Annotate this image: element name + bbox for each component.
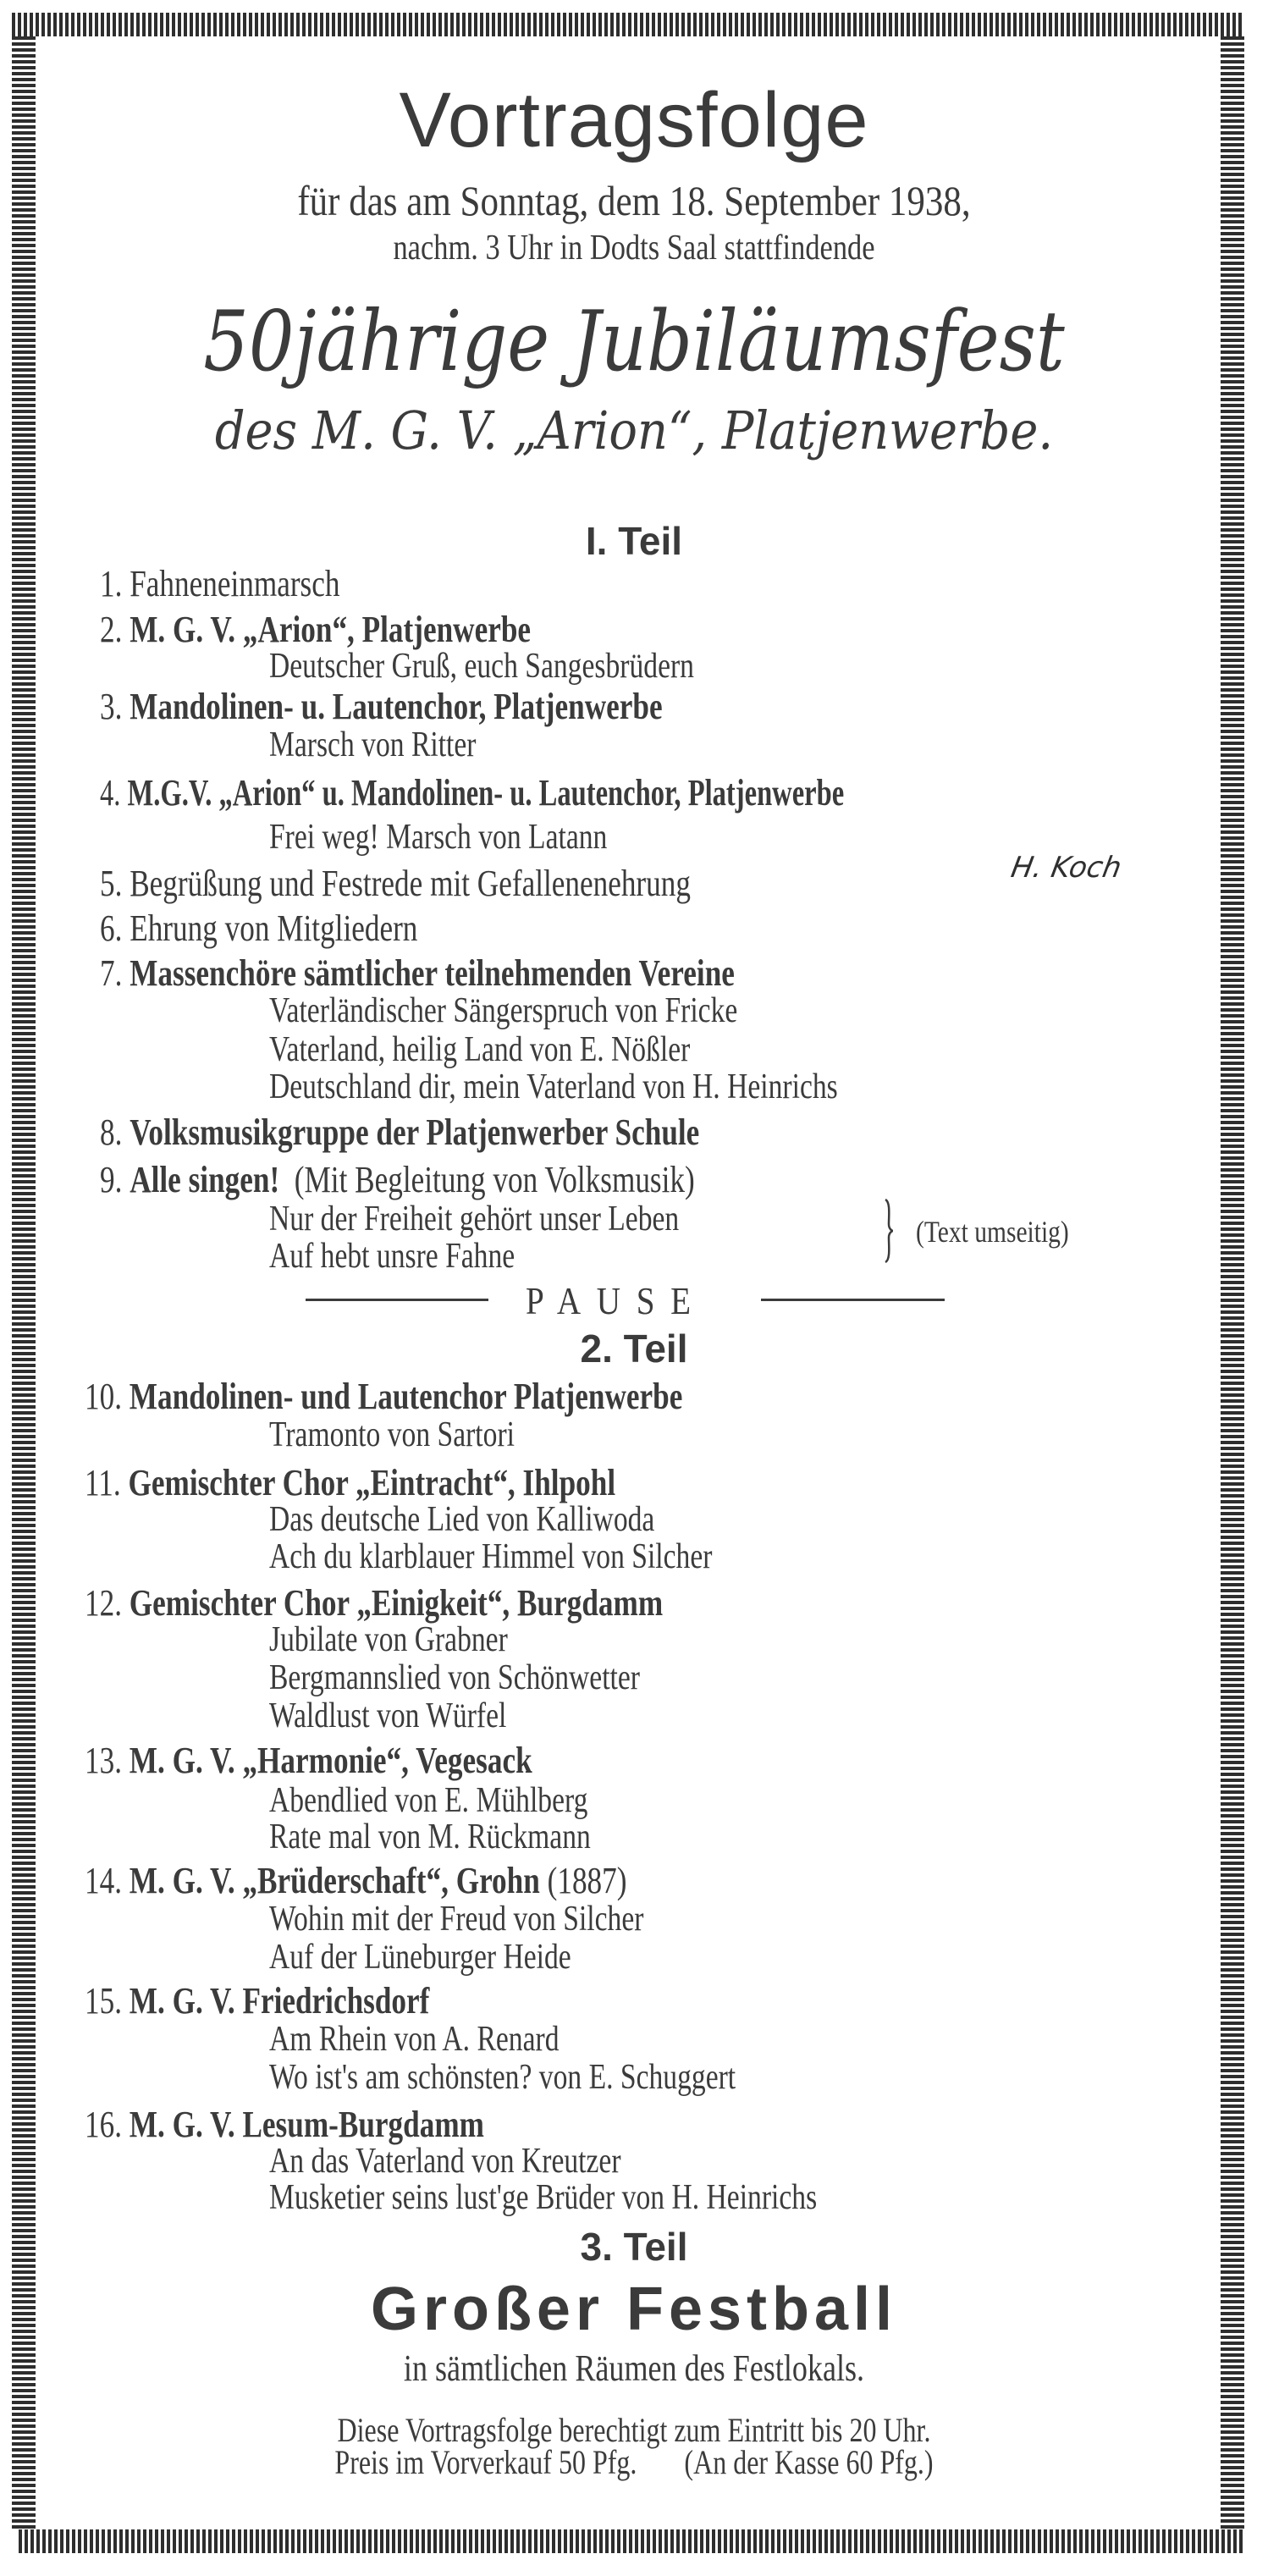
program-subitem: Abendlied von E. Mühlberg bbox=[269, 1781, 588, 1820]
program-subitem: Wohin mit der Freud von Silcher bbox=[269, 1900, 644, 1939]
item-title: Fahneneinmarsch bbox=[130, 563, 340, 604]
item-note: (Mit Begleitung von Volksmusik) bbox=[294, 1159, 695, 1200]
item-number: 13. bbox=[85, 1740, 122, 1781]
program-item bbox=[100, 688, 663, 725]
item-number: 8. bbox=[100, 1111, 123, 1153]
item-title: Alle singen! bbox=[130, 1159, 280, 1200]
program-subitem: Vaterland, heilig Land von E. Nößler bbox=[269, 1030, 691, 1069]
program-item bbox=[85, 1462, 616, 1503]
program-subitem: Auf der Lüneburger Heide bbox=[269, 1938, 571, 1977]
program-item bbox=[100, 865, 691, 902]
club-name: des M. G. V. „Arion“, Platjenwerbe. bbox=[214, 400, 1054, 461]
item-number: 6. bbox=[100, 907, 123, 949]
festball-subtitle: in sämtlichen Räumen des Festlokals. bbox=[403, 2347, 865, 2389]
program-subitem: Musketier seins lust'ge Brüder von H. Heinrichs bbox=[269, 2178, 818, 2217]
program-item bbox=[85, 1582, 664, 1624]
item-number: 5. bbox=[100, 863, 123, 904]
program-subitem: Marsch von Ritter bbox=[269, 725, 477, 764]
program-subitem: Frei weg! Marsch von Latann bbox=[269, 818, 608, 857]
document-title: Vortragsfolge bbox=[399, 77, 869, 163]
item-number: 11. bbox=[85, 1462, 121, 1503]
item-number: 16. bbox=[85, 2104, 122, 2145]
program-subitem: Deutscher Gruß, euch Sangesbrüdern bbox=[269, 647, 694, 686]
item-title: M.G.V. „Arion“ u. Mandolinen- u. Lautenchor, Platjenwerbe bbox=[127, 772, 845, 814]
program-subitem: Rate mal von M. Rückmann bbox=[269, 1818, 591, 1856]
program-subitem: Deutschland dir, mein Vaterland von H. Heinrichs bbox=[269, 1067, 838, 1106]
program-subitem: Bergmannslied von Schönwetter bbox=[269, 1658, 640, 1697]
item-title: Mandolinen- und Lautenchor Platjenwerbe bbox=[129, 1376, 683, 1417]
program-subitem: Am Rhein von A. Renard bbox=[269, 2020, 560, 2059]
item-title: Volksmusikgruppe der Platjenwerber Schule bbox=[130, 1111, 700, 1153]
brace-icon bbox=[884, 1199, 894, 1263]
border-right bbox=[1221, 36, 1244, 2529]
program-item bbox=[100, 952, 735, 994]
program-item bbox=[85, 1862, 626, 1900]
program-subitem: Tramonto von Sartori bbox=[269, 1415, 515, 1454]
pause-divider-right bbox=[761, 1299, 945, 1301]
border-left bbox=[12, 36, 36, 2529]
program-subitem: An das Vaterland von Kreutzer bbox=[269, 2142, 621, 2181]
item-number: 7. bbox=[100, 952, 123, 994]
program-subitem: Auf hebt unsre Fahne bbox=[269, 1237, 515, 1276]
price-presale: Preis im Vorverkauf 50 Pfg. bbox=[334, 2443, 637, 2481]
item-number: 12. bbox=[85, 1582, 122, 1624]
item-title: Gemischter Chor „Einigkeit“, Burgdamm bbox=[129, 1582, 664, 1624]
program-subitem: Nur der Freiheit gehört unser Leben bbox=[269, 1200, 680, 1238]
item-title: M. G. V. Friedrichsdorf bbox=[129, 1980, 430, 2022]
program-item bbox=[100, 772, 845, 814]
item-title: Massenchöre sämtlicher teilnehmenden Vereine bbox=[130, 952, 735, 994]
program-subitem: Vaterländischer Sängerspruch von Fricke bbox=[269, 991, 738, 1030]
item-number: 10. bbox=[85, 1376, 122, 1417]
price-door: (An der Kasse 60 Pfg.) bbox=[684, 2443, 934, 2481]
program-subitem: Wo ist's am schönsten? von E. Schuggert bbox=[269, 2058, 736, 2097]
program-subitem: Das deutsche Lied von Kalliwoda bbox=[269, 1500, 655, 1539]
item-title: Mandolinen- u. Lautenchor, Platjenwerbe bbox=[130, 686, 663, 727]
event-title: 50jährige Jubiläumsfest bbox=[203, 294, 1065, 390]
text-overleaf-note: (Text umseitig) bbox=[916, 1215, 1069, 1249]
section-heading-part-1: I. Teil bbox=[585, 519, 683, 563]
border-bottom bbox=[19, 2529, 1244, 2553]
handwritten-annotation: H. Koch bbox=[1008, 851, 1124, 885]
program-item bbox=[100, 611, 531, 648]
section-heading-part-2: 2. Teil bbox=[580, 1327, 688, 1371]
item-number: 15. bbox=[85, 1980, 122, 2022]
program-item bbox=[85, 1980, 430, 2022]
item-title: Ehrung von Mitgliedern bbox=[130, 907, 418, 949]
item-title: M. G. V. „Harmonie“, Vegesack bbox=[129, 1740, 532, 1781]
program-item bbox=[85, 2106, 484, 2143]
item-title: M. G. V. „Brüderschaft“, Grohn bbox=[129, 1860, 540, 1901]
item-number: 4. bbox=[100, 772, 121, 814]
item-number: 2. bbox=[100, 609, 123, 650]
program-item bbox=[85, 1378, 682, 1415]
item-title: Begrüßung und Festrede mit Gefallenenehrung bbox=[130, 863, 691, 904]
item-title: M. G. V. Lesum-Burgdamm bbox=[129, 2104, 484, 2145]
price-line bbox=[127, 2443, 1141, 2481]
program-subitem: Waldlust von Würfel bbox=[269, 1696, 507, 1735]
item-title: M. G. V. „Arion“, Platjenwerbe bbox=[130, 609, 532, 650]
festball-title: Großer Festball bbox=[370, 2275, 898, 2343]
program-item bbox=[100, 1161, 695, 1199]
time-venue-line: nachm. 3 Uhr in Dodts Saal stattfindende bbox=[393, 229, 875, 268]
section-heading-part-3: 3. Teil bbox=[580, 2225, 688, 2269]
item-year: (1887) bbox=[547, 1860, 627, 1901]
item-title: Gemischter Chor „Eintracht“, Ihlpohl bbox=[128, 1462, 616, 1503]
border-top bbox=[12, 13, 1244, 36]
program-subitem: Ach du klarblauer Himmel von Silcher bbox=[269, 1537, 713, 1576]
program-item bbox=[100, 565, 339, 603]
item-number: 14. bbox=[85, 1860, 122, 1901]
program-item bbox=[100, 1111, 700, 1153]
item-number: 9. bbox=[100, 1159, 123, 1200]
program-item bbox=[85, 1742, 532, 1779]
date-line: für das am Sonntag, dem 18. September 1938, bbox=[297, 177, 971, 224]
program-subitem: Jubilate von Grabner bbox=[269, 1620, 508, 1659]
entry-note: Diese Vortragsfolge berechtigt zum Eintritt bis 20 Uhr. bbox=[337, 2411, 931, 2449]
item-number: 1. bbox=[100, 563, 123, 604]
pause-label: PAUSE bbox=[526, 1279, 707, 1322]
pause-divider-left bbox=[306, 1299, 488, 1301]
program-item bbox=[100, 907, 418, 949]
item-number: 3. bbox=[100, 686, 123, 727]
